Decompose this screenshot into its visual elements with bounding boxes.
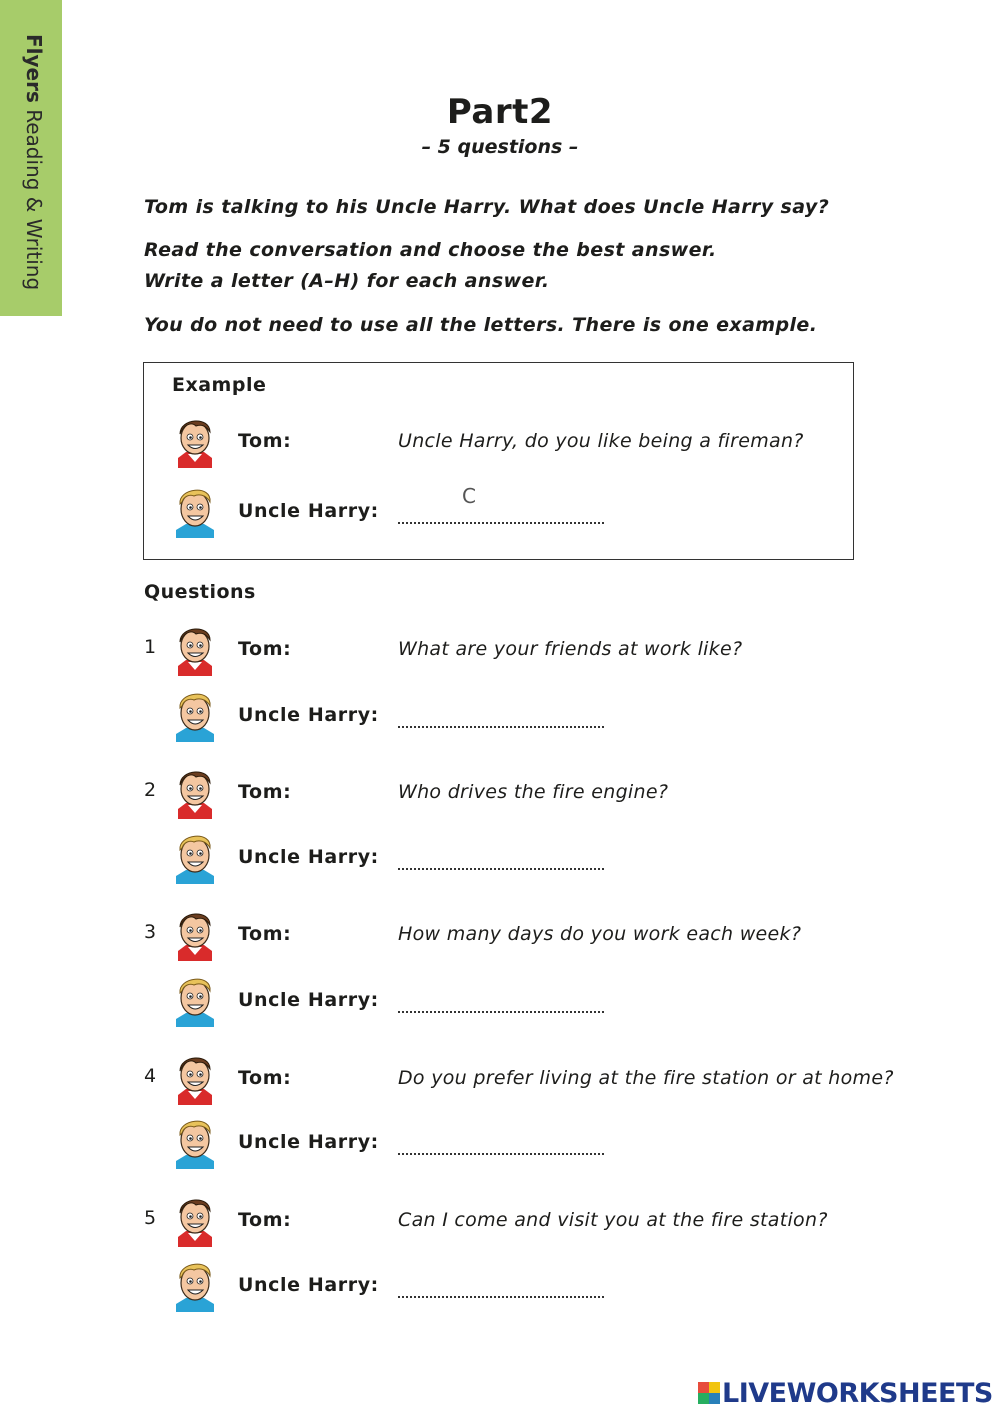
example-heading: Example [172, 374, 267, 396]
speaker-label: Uncle Harry: [238, 846, 379, 868]
question-harry-row [144, 1264, 874, 1324]
tom-face-icon [172, 1049, 218, 1105]
instruction-note: You do not need to use all the letters. There is one example. [144, 314, 818, 336]
page-subtitle: – 5 questions – [421, 136, 579, 158]
speaker-label: Uncle Harry: [238, 989, 379, 1011]
tom-face-icon [172, 1191, 218, 1247]
example-harry-row [144, 484, 874, 550]
side-tab-section: Reading & Writing [22, 109, 46, 291]
tom-line: What are your friends at work like? [398, 638, 743, 660]
speaker-label: Tom: [238, 638, 292, 660]
question-number: 1 [144, 636, 157, 658]
question-tom-row [144, 1199, 874, 1259]
answer-input[interactable] [398, 1276, 604, 1298]
tom-line: Do you prefer living at the fire station or at home? [398, 1067, 894, 1089]
question-tom-row [144, 913, 874, 973]
tom-face-icon [172, 620, 218, 676]
instruction-context: Tom is talking to his Uncle Harry. What does Uncle Harry say? [144, 196, 830, 218]
speaker-label: Tom: [238, 781, 292, 803]
speaker-label: Tom: [238, 430, 292, 452]
page-title [0, 92, 1000, 132]
question-harry-row [144, 694, 874, 754]
speaker-label: Uncle Harry: [238, 500, 379, 522]
uncle-harry-face-icon [172, 828, 218, 884]
question-harry-row [144, 1121, 874, 1181]
tom-line: Who drives the fire engine? [398, 781, 669, 803]
instruction-read: Read the conversation and choose the best answer. [144, 239, 717, 261]
logo-text: LIVEWORKSHEETS [722, 1377, 993, 1409]
answer-input[interactable] [398, 848, 604, 870]
question-number: 5 [144, 1207, 157, 1229]
speaker-label: Uncle Harry: [238, 704, 379, 726]
speaker-label: Tom: [238, 1209, 292, 1231]
example-tom-row [144, 420, 874, 480]
answer-input[interactable] [398, 991, 604, 1013]
uncle-harry-face-icon [172, 482, 218, 538]
side-tab-brand: Flyers [22, 34, 46, 103]
question-tom-row [144, 628, 874, 688]
tom-face-icon [172, 905, 218, 961]
questions-heading: Questions [144, 581, 256, 603]
instruction-write: Write a letter (A–H) for each answer. [144, 270, 550, 292]
speaker-label: Tom: [238, 923, 292, 945]
question-harry-row [144, 979, 874, 1039]
answer-input[interactable] [398, 706, 604, 728]
speaker-label: Uncle Harry: [238, 1274, 379, 1296]
liveworksheets-icon [698, 1382, 720, 1404]
part-number: 2 [528, 92, 554, 132]
tom-face-icon [172, 412, 218, 468]
uncle-harry-face-icon [172, 1113, 218, 1169]
question-tom-row [144, 771, 874, 831]
uncle-harry-face-icon [172, 1256, 218, 1312]
title-text: Part [446, 92, 529, 132]
tom-line: Can I come and visit you at the fire station? [398, 1209, 828, 1231]
tom-line: How many days do you work each week? [398, 923, 802, 945]
uncle-harry-face-icon [172, 686, 218, 742]
uncle-harry-face-icon [172, 971, 218, 1027]
tom-line: Uncle Harry, do you like being a fireman? [398, 430, 804, 452]
question-tom-row [144, 1057, 894, 1117]
speaker-label: Uncle Harry: [238, 1131, 379, 1153]
side-tab-label [22, 34, 46, 290]
question-number: 2 [144, 779, 157, 801]
question-number: 3 [144, 921, 157, 943]
example-answer: C [462, 484, 476, 508]
speaker-label: Tom: [238, 1067, 292, 1089]
example-answer-blank [398, 502, 604, 524]
liveworksheets-logo[interactable] [698, 1376, 993, 1410]
answer-input[interactable] [398, 1133, 604, 1155]
question-number: 4 [144, 1065, 157, 1087]
side-tab [0, 0, 62, 316]
tom-face-icon [172, 763, 218, 819]
question-harry-row [144, 836, 874, 896]
